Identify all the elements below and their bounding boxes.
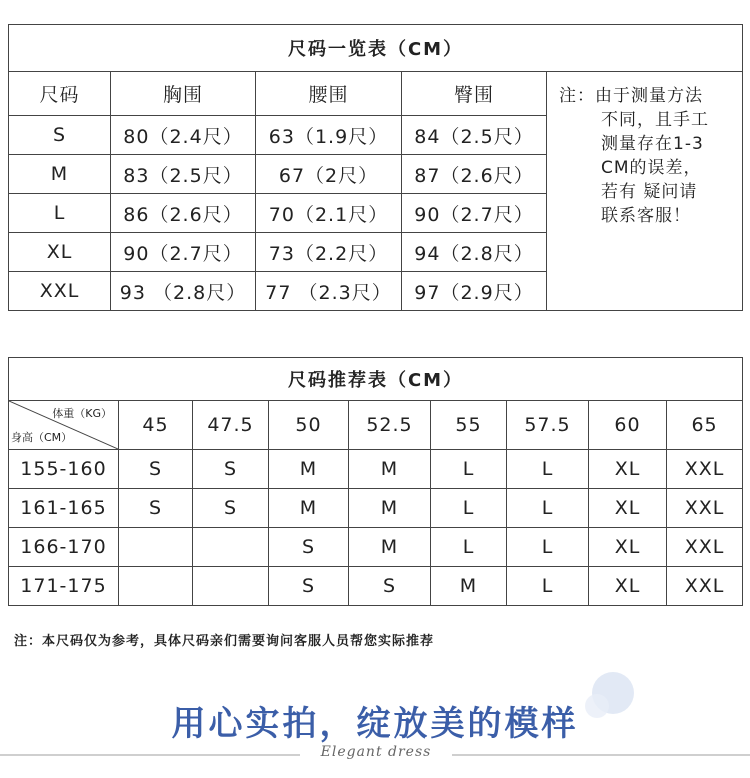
note-line: 联系客服！: [601, 206, 691, 226]
height-cell: 161-165: [9, 489, 119, 528]
weight-cell: 60: [589, 401, 667, 450]
weight-axis-label: 体重（KG）: [52, 407, 112, 420]
height-cell: 166-170: [9, 528, 119, 567]
size-cell: S: [9, 116, 111, 155]
size-cell: XXL: [9, 272, 111, 311]
bust-cell: 86（2.6尺）: [111, 194, 256, 233]
waist-cell: 67（2尺）: [256, 155, 402, 194]
height-cell: 171-175: [9, 567, 119, 606]
size-recommendation-table: [8, 357, 743, 606]
size-cell: L: [9, 194, 111, 233]
size-cell: L: [507, 489, 589, 528]
size-cell: S: [349, 567, 431, 606]
weight-header-row: [9, 401, 743, 450]
weight-cell: 50: [269, 401, 349, 450]
size-cell: [193, 567, 269, 606]
weight-cell: 47.5: [193, 401, 269, 450]
size-cell: S: [119, 450, 193, 489]
size-chart-header-row: [9, 72, 743, 116]
table-row: [9, 528, 743, 567]
waist-cell: 73（2.2尺）: [256, 233, 402, 272]
size-cell: XXL: [667, 528, 743, 567]
slogan-banner: 用心实拍，绽放美的模样: [171, 704, 579, 744]
table-row: [9, 567, 743, 606]
size-cell: M: [269, 489, 349, 528]
size-cell: M: [431, 567, 507, 606]
size-cell: L: [431, 450, 507, 489]
table-row: [9, 450, 743, 489]
size-cell: L: [507, 450, 589, 489]
header-waist: 腰围: [256, 72, 402, 116]
size-cell: [119, 567, 193, 606]
divider-line: [452, 754, 750, 756]
bust-cell: 93 （2.8尺）: [111, 272, 256, 311]
bust-cell: 90（2.7尺）: [111, 233, 256, 272]
weight-cell: 52.5: [349, 401, 431, 450]
weight-cell: 65: [667, 401, 743, 450]
hip-cell: 90（2.7尺）: [402, 194, 547, 233]
size-cell: M: [349, 489, 431, 528]
waist-cell: 63（1.9尺）: [256, 116, 402, 155]
hip-cell: 84（2.5尺）: [402, 116, 547, 155]
waist-cell: 70（2.1尺）: [256, 194, 402, 233]
header-bust: 胸围: [111, 72, 256, 116]
size-cell: M: [349, 528, 431, 567]
divider-line: [0, 754, 300, 756]
diagonal-header-cell: [9, 401, 119, 450]
note-line: 注：由于测量方法: [559, 86, 703, 106]
size-cell: L: [431, 489, 507, 528]
size-cell: [193, 528, 269, 567]
size-cell: S: [269, 567, 349, 606]
tagline: Elegant dress: [320, 744, 432, 760]
size-cell: XXL: [667, 567, 743, 606]
size-cell: L: [431, 528, 507, 567]
size-cell: XXL: [667, 489, 743, 528]
size-cell: XL: [589, 567, 667, 606]
size-cell: L: [507, 567, 589, 606]
weight-cell: 45: [119, 401, 193, 450]
header-hip: 臀围: [402, 72, 547, 116]
size-cell: XL: [589, 450, 667, 489]
size-cell: M: [349, 450, 431, 489]
size-cell: XL: [589, 528, 667, 567]
bust-cell: 83（2.5尺）: [111, 155, 256, 194]
waist-cell: 77 （2.3尺）: [256, 272, 402, 311]
hip-cell: 97（2.9尺）: [402, 272, 547, 311]
weight-cell: 55: [431, 401, 507, 450]
size-cell: S: [269, 528, 349, 567]
table-row: [9, 489, 743, 528]
size-cell: M: [9, 155, 111, 194]
note-line: 若有 疑问请: [601, 182, 698, 202]
measurement-note: [547, 72, 743, 311]
header-size: 尺码: [9, 72, 111, 116]
weight-cell: 57.5: [507, 401, 589, 450]
size-cell: XXL: [667, 450, 743, 489]
size-cell: S: [119, 489, 193, 528]
size-chart-title: 尺码一览表（CM）: [9, 25, 743, 72]
bust-cell: 80（2.4尺）: [111, 116, 256, 155]
size-cell: L: [507, 528, 589, 567]
size-cell: XL: [9, 233, 111, 272]
hip-cell: 87（2.6尺）: [402, 155, 547, 194]
size-cell: S: [193, 450, 269, 489]
recommendation-title: 尺码推荐表（CM）: [9, 358, 743, 401]
note-line: CM的误差，: [601, 158, 702, 178]
size-cell: [119, 528, 193, 567]
note-line: 不同，且手工: [601, 110, 709, 130]
reference-footnote: 注：本尺码仅为参考，具体尺码亲们需要询问客服人员帮您实际推荐: [14, 634, 435, 649]
height-cell: 155-160: [9, 450, 119, 489]
size-chart-table: [8, 24, 743, 311]
height-axis-label: 身高（CM）: [11, 431, 73, 444]
size-cell: M: [269, 450, 349, 489]
note-line: 测量存在1-3: [601, 134, 704, 154]
hip-cell: 94（2.8尺）: [402, 233, 547, 272]
size-cell: XL: [589, 489, 667, 528]
size-cell: S: [193, 489, 269, 528]
